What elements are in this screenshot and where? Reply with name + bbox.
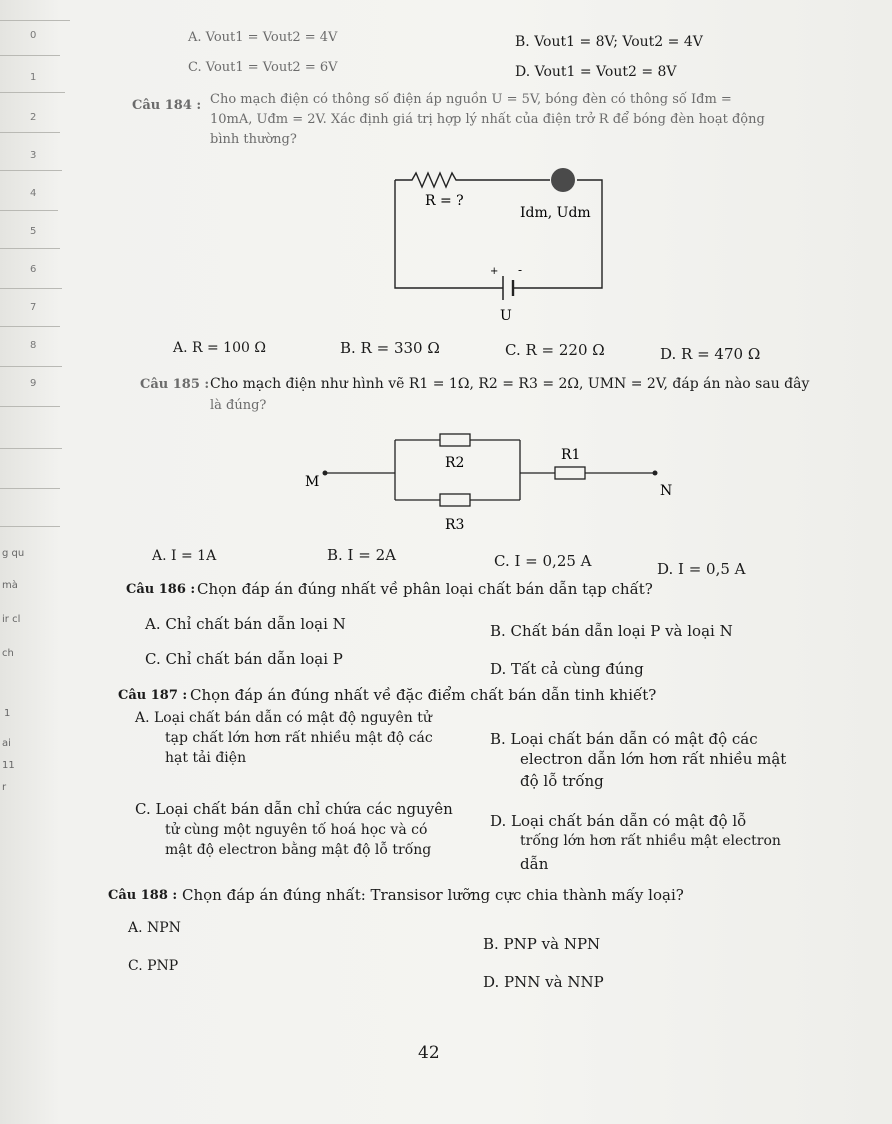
option-b: B. Chất bán dẫn loại P và loại N: [490, 622, 733, 640]
resistor-r3: [440, 494, 470, 506]
minus-sign: -: [518, 263, 523, 277]
margin-rule: [0, 92, 65, 93]
option-d: D. PNN và NNP: [483, 973, 604, 991]
margin-note: mà: [2, 580, 18, 591]
margin-note: r: [2, 782, 7, 793]
margin-note: ai: [2, 738, 11, 749]
option-d: D. R = 470 Ω: [660, 345, 761, 363]
margin-rule: [0, 288, 62, 289]
option-a: A. R = 100 Ω: [173, 340, 266, 356]
circuit-diagram-185: [295, 425, 695, 540]
resistor-r1: [555, 467, 585, 479]
option-d: D. Tất cả cùng đúng: [490, 660, 644, 678]
margin-number: 9: [30, 378, 37, 389]
margin-number: 8: [30, 340, 37, 351]
margin-number: 6: [30, 264, 37, 275]
question-label: Câu 186 :: [126, 582, 196, 597]
margin-number: 5: [30, 226, 37, 237]
margin-rule: [0, 248, 60, 249]
option-c-line: tử cùng một nguyên tố hoá học và có: [165, 822, 428, 838]
question-text: Chọn đáp án đúng nhất: Transisor lưỡng cực chia thành mấy loại?: [182, 886, 684, 904]
margin-number: 0: [30, 30, 37, 41]
margin-rule: [0, 132, 60, 133]
r1-label: R1: [561, 447, 581, 463]
question-text-line: 10mA, Uđm = 2V. Xác định giá trị hợp lý nhất của điện trở R để bóng đèn hoạt động: [210, 112, 765, 127]
node-m-label: M: [305, 474, 320, 490]
margin-rule: [0, 366, 62, 367]
option-b: B. PNP và NPN: [483, 935, 601, 953]
option-a: A. Vout1 = Vout2 = 4V: [188, 30, 338, 45]
option-c: C. R = 220 Ω: [505, 341, 605, 359]
margin-rule: [0, 210, 58, 211]
option-c: C. Chỉ chất bán dẫn loại P: [145, 650, 343, 668]
r2-label: R2: [445, 455, 465, 471]
resistor-symbol: [395, 173, 550, 187]
margin-number: 3: [30, 150, 37, 161]
option-c: C. PNP: [128, 958, 179, 974]
option-d: D. Vout1 = Vout2 = 8V: [515, 64, 677, 80]
margin-number: 7: [30, 302, 37, 313]
option-a-line: A. Loại chất bán dẫn có mật độ nguyên tử: [135, 710, 432, 726]
resistor-r2: [440, 434, 470, 446]
plus-sign: +: [490, 266, 499, 277]
margin-number: 2: [30, 112, 37, 123]
option-c-line: mật độ electron bằng mật độ lỗ trống: [165, 842, 432, 858]
option-a: A. Chỉ chất bán dẫn loại N: [145, 615, 346, 633]
option-b: B. Vout1 = 8V; Vout2 = 4V: [515, 34, 703, 50]
margin-note: 11: [2, 760, 15, 771]
margin-rule: [0, 488, 60, 489]
margin-rule: [0, 448, 62, 449]
margin-note: 1: [4, 708, 11, 719]
resistor-label: R = ?: [425, 193, 464, 209]
option-d-line: dẫn: [520, 855, 549, 873]
question-label: Câu 185 :: [140, 377, 210, 392]
option-c: C. Vout1 = Vout2 = 6V: [188, 60, 338, 75]
option-b-line: electron dẫn lớn hơn rất nhiều mật: [520, 750, 787, 768]
option-a: A. NPN: [128, 920, 181, 936]
margin-number: 4: [30, 188, 37, 199]
margin-rule: [0, 170, 62, 171]
margin-rule: [0, 526, 60, 527]
r3-label: R3: [445, 517, 465, 533]
margin-note: ch: [2, 648, 14, 659]
option-a-line: hạt tải điện: [165, 750, 247, 766]
margin-rule: [0, 55, 60, 56]
margin-number: 1: [30, 72, 37, 83]
option-a: A. I = 1A: [152, 548, 217, 564]
option-b-line: B. Loại chất bán dẫn có mật độ các: [490, 730, 758, 748]
question-text-line: Cho mạch điện có thông số điện áp nguồn U = 5V, bóng đèn có thông số Iđm =: [210, 92, 732, 107]
margin-note: g qu: [2, 548, 25, 559]
margin-rule: [0, 406, 60, 407]
question-text: Chọn đáp án đúng nhất về đặc điểm chất bán dẫn tinh khiết?: [190, 686, 657, 704]
question-label: Câu 187 :: [118, 688, 188, 703]
option-b: B. I = 2A: [327, 546, 396, 564]
question-text: Chọn đáp án đúng nhất về phân loại chất bán dẫn tạp chất?: [197, 580, 653, 598]
option-b: B. R = 330 Ω: [340, 339, 440, 357]
lamp-label: Idm, Udm: [520, 205, 591, 221]
option-b-line: độ lỗ trống: [520, 772, 604, 790]
margin-rule: [0, 20, 70, 21]
circuit-diagram-184: [380, 160, 630, 330]
option-c: C. I = 0,25 A: [494, 552, 592, 570]
page-number: 42: [418, 1043, 440, 1063]
option-d-line: trống lớn hơn rất nhiều mật electron: [520, 833, 781, 849]
option-a-line: tạp chất lớn hơn rất nhiều mật độ các: [165, 730, 433, 746]
source-label: U: [500, 308, 512, 324]
margin-note: ir cl: [2, 614, 21, 625]
question-text-line: là đúng?: [210, 398, 267, 413]
option-c-line: C. Loại chất bán dẫn chỉ chứa các nguyên: [135, 800, 453, 818]
option-d: D. I = 0,5 A: [657, 560, 746, 578]
margin-rule: [0, 326, 60, 327]
question-text-line: Cho mạch điện như hình vẽ R1 = 1Ω, R2 = R3 = 2Ω, UMN = 2V, đáp án nào sau đây: [210, 376, 810, 392]
question-label: Câu 184 :: [132, 98, 202, 113]
question-text-line: bình thường?: [210, 132, 297, 147]
node-n-label: N: [660, 483, 673, 499]
question-label: Câu 188 :: [108, 888, 178, 903]
option-d-line: D. Loại chất bán dẫn có mật độ lỗ: [490, 812, 747, 830]
lamp-icon: [551, 168, 575, 192]
